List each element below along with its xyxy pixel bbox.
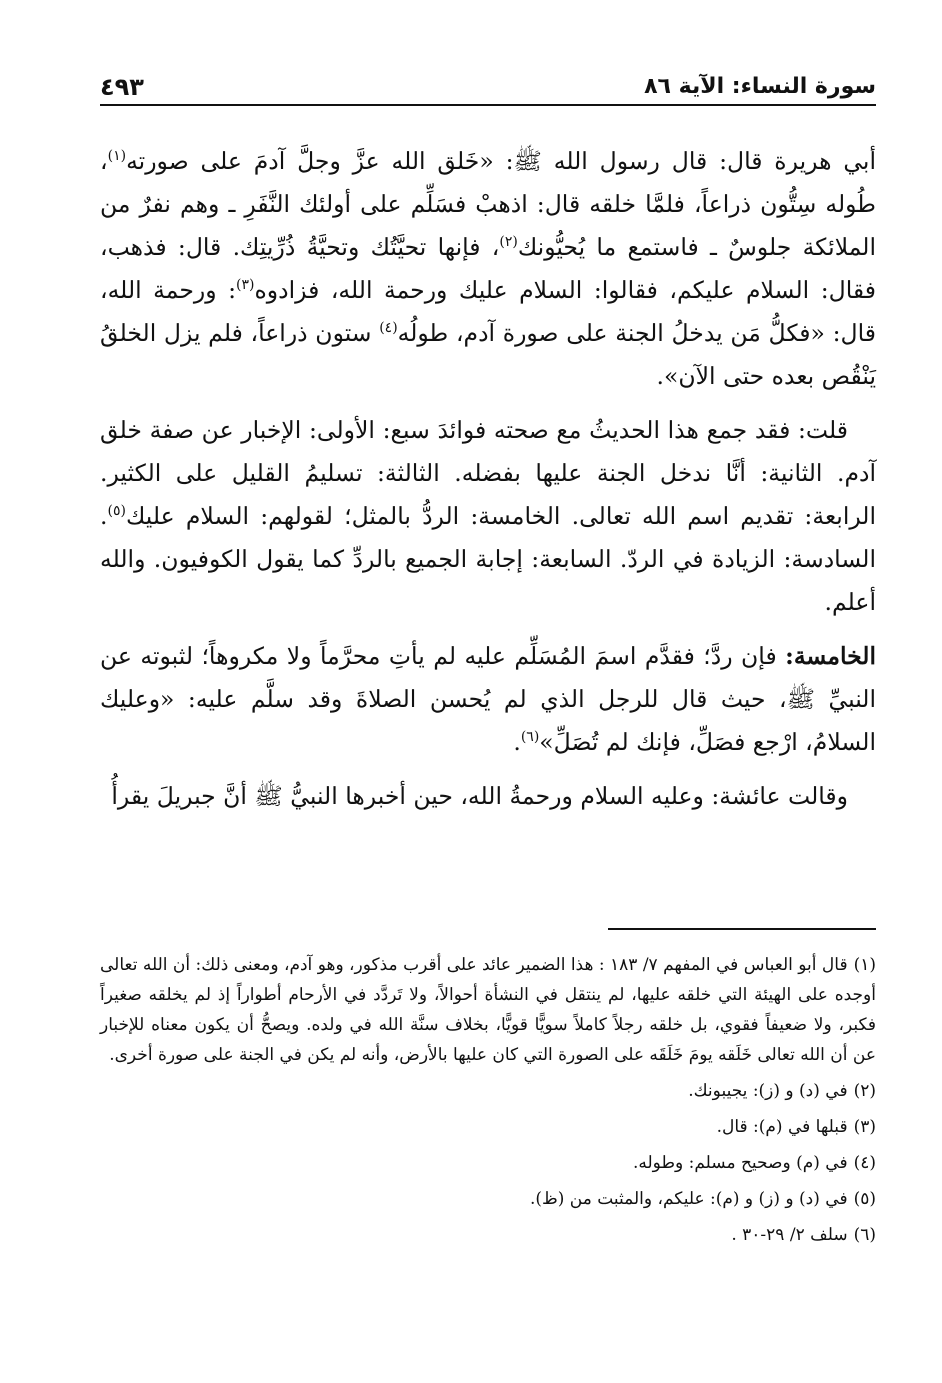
paragraph-hadith [100, 140, 876, 398]
footnote-text: في (د) و (ز): يجيبونك. [688, 1081, 848, 1101]
paragraph-benefits [100, 409, 876, 624]
footnote-4 [100, 1148, 876, 1178]
page-header [100, 62, 876, 106]
footnote-separator [608, 928, 876, 930]
footnote-marker: (١) [853, 955, 876, 975]
text-segment: . السادسة: الزيادة في الردّ. السابعة: إجابة الجميع بالردِّ كما يقول الكوفيون. والله أعلم. [100, 502, 876, 616]
footnote-ref: (٢) [499, 234, 518, 250]
footnote-text: قبلها في (م): قال. [716, 1117, 848, 1137]
footnote-5 [100, 1184, 876, 1214]
text-segment: ستون ذراعاً، فلم يزل الخلقُ يَنْقُص بعده حتى الآن». [100, 319, 876, 390]
footnote-text: سلف ٢/ ٢٩-٣٠ . [731, 1225, 848, 1245]
footnotes [100, 950, 876, 1256]
footnote-text: قال أبو العباس في المفهم ٧/ ١٨٣ : هذا الضمير عائد على أقرب مذكور، وهو آدم، ومعنى ذلك: أن الله تعالى أوجده على الهيئة التي خلقه عليها، لم ينتقل في النشأة أحوالاً، ولا تَردَّد في الأرحام أطواراً إذ لم يخلقه صغيراً فكبر، ولا ضعيفاً فقوي، بل خلقه رجلاً كاملاً سويًّا قويًّا، بخلاف سنَّة الله في ولده. ويصحُّ أن يكون معناه للإخبار عن أن الله تعالى خَلَقه يومَ خَلَقَه على الصورة التي كان عليها بالأرض، وأنه لم يكن في الجنة على صورة أخرى. [100, 955, 876, 1065]
page-number: ٤٩٣ [100, 73, 144, 101]
text-segment: . [513, 728, 521, 756]
footnote-ref: (١) [107, 148, 127, 164]
text-segment: فإن ردَّ؛ فقدَّم اسمَ المُسَلِّم عليه لم يأتِ محرَّماً ولا مكروهاً؛ لثبوته عن النبيِّ ﷺ، حيث قال للرجل الذي لم يُحسن الصلاةَ وقد سلَّم عليه: «وعليك السلامُ، ارْجع فصَلِّ، فإنك لم تُصَلِّ» [100, 642, 876, 756]
paragraph-fifth [100, 635, 876, 764]
footnote-marker: (٣) [853, 1117, 876, 1137]
text-segment: أبي هريرة قال: قال رسول الله ﷺ: «خَلق الله عزَّ وجلَّ آدمَ على صورته [126, 147, 876, 175]
running-title: سورة النساء: الآية ٨٦ [644, 74, 876, 99]
text-segment: ، طُوله سِتُّون ذراعاً، فلمَّا خلقه قال: اذهبْ فسَلِّم على أولئك النَّفَرِ ـ وهم نفرٌ من الملائكة جلوسٌ ـ فاستمع ما يُحيُّونك [100, 147, 876, 261]
text-segment: : ورحمة الله، قال: «فكلُّ مَن يدخلُ الجنة على صورة آدم، طولُه [100, 276, 876, 347]
footnote-ref: (٣) [236, 277, 255, 293]
footnote-3 [100, 1112, 876, 1142]
paragraph-aisha [100, 775, 876, 818]
text-segment: ، فإنها تحيَّتُك وتحيَّةُ ذُرِّيتِك. قال: فذهب، فقال: السلام عليكم، فقالوا: السلام عليك ورحمة الله، فزادوه [100, 233, 876, 304]
footnote-6 [100, 1220, 876, 1250]
footnote-text: في (م) وصحيح مسلم: وطوله. [632, 1153, 848, 1173]
footnote-2 [100, 1076, 876, 1106]
footnote-marker: (٦) [853, 1225, 876, 1245]
footnote-marker: (٢) [853, 1081, 876, 1101]
paragraph-lead: الخامسة: [785, 642, 876, 670]
footnote-marker: (٥) [853, 1189, 876, 1209]
footnote-ref: (٦) [520, 729, 540, 745]
text-segment: وقالت عائشة: وعليه السلام ورحمةُ الله، حين أخبرها النبيُّ ﷺ أنَّ جبريلَ يقرأُ [111, 782, 848, 810]
footnote-text: في (د) و (ز) و (م): عليكم، والمثبت من (ظ). [529, 1189, 848, 1209]
footnote-marker: (٤) [853, 1153, 876, 1173]
footnote-1 [100, 950, 876, 1070]
footnote-ref: (٥) [107, 503, 126, 519]
footnote-ref: (٤) [379, 320, 398, 336]
main-text [100, 140, 876, 829]
text-segment: قلت: فقد جمع هذا الحديثُ مع صحته فوائدَ سبع: الأولى: الإخبار عن صفة خلق آدم. الثانية: أنَّا ندخل الجنة عليها بفضله. الثالثة: تسليمُ القليل على الكثير. الرابعة: تقديم اسم الله تعالى. الخامسة: الردُّ بالمثل؛ لقولهم: السلام عليك [100, 416, 876, 530]
